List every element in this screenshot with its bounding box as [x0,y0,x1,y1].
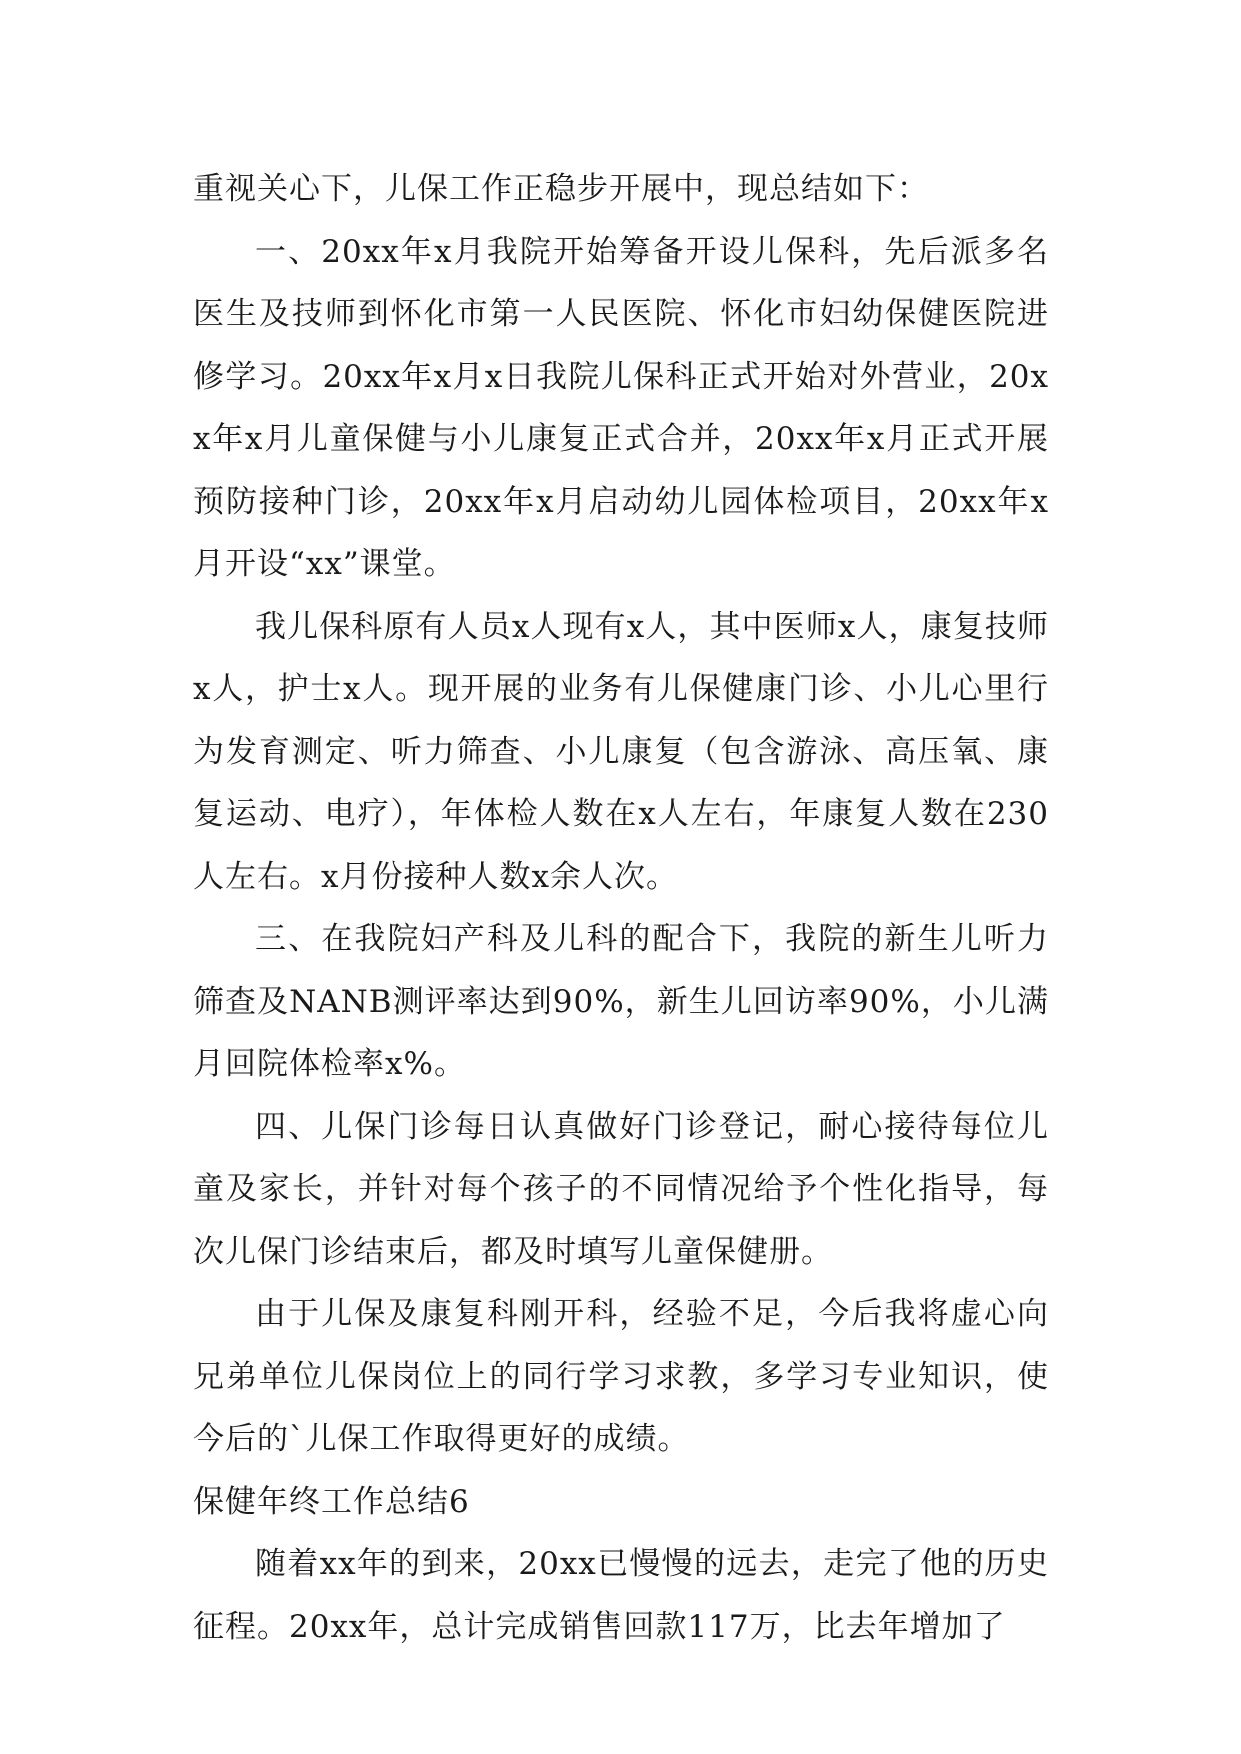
paragraph-staffing: 我儿保科原有人员x人现有x人，其中医师x人，康复技师x人，护士x人。现开展的业务有儿保健康门诊、小儿心里行为发育测定、听力筛查、小儿康复（包含游泳、高压氧、康复运动、电疗），年体检人数在x人左右，年康复人数在230人左右。x月份接种人数x余人次。 [193,608,1049,895]
section-title: 保健年终工作总结6 [193,1483,470,1520]
paragraph-new-section: 随着xx年的到来，20xx已慢慢的远去，走完了他的历史征程。20xx年，总计完成销售回款117万，比去年增加了 [193,1546,1049,1645]
paragraph-section-one: 一、20xx年x月我院开始筹备开设儿保科，先后派多名医生及技师到怀化市第一人民医院、怀化市妇幼保健医院进修学习。20xx年x月x日我院儿保科正式开始对外营业，20xx年x月儿童保健与小儿康复正式合并，20xx年x月正式开展预防接种门诊，20xx年x月启动幼儿园体检项目，20xx年x月开设“xx”课堂。 [193,233,1049,582]
paragraph-section-three: 三、在我院妇产科及儿科的配合下，我院的新生儿听力筛查及NANB测评率达到90%，新生儿回访率90%，小儿满月回院体检率x%。 [193,921,1049,1082]
document-body [193,158,1049,1658]
paragraph-section-four: 四、儿保门诊每日认真做好门诊登记，耐心接待每位儿童及家长，并针对每个孩子的不同情况给予个性化指导，每次儿保门诊结束后，都及时填写儿童保健册。 [193,1108,1049,1270]
paragraph-closing: 由于儿保及康复科刚开科，经验不足，今后我将虚心向兄弟单位儿保岗位上的同行学习求教，多学习专业知识，使今后的`儿保工作取得更好的成绩。 [193,1296,1049,1457]
paragraph-continuation: 重视关心下，儿保工作正稳步开展中，现总结如下： [193,171,929,207]
